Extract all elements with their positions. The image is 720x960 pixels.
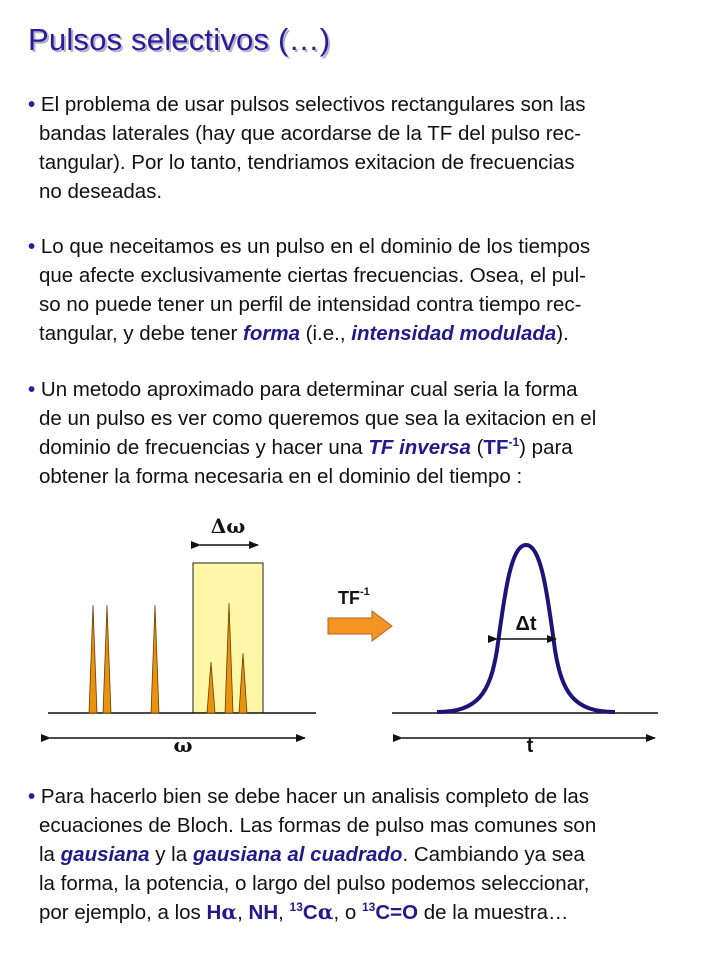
bullet-marker: • bbox=[28, 378, 36, 401]
t-label: t bbox=[526, 735, 534, 757]
bullet-text: de un pulso es ver como queremos que sea la exitacion en el bbox=[39, 407, 597, 430]
bullet-text: ) para bbox=[519, 436, 573, 459]
nucleus-13c-o: $^{13}$C=O bbox=[361, 900, 419, 924]
bullet-text: y la bbox=[149, 843, 193, 866]
frequency-peak bbox=[103, 605, 111, 713]
tf-symbol: $TF^{-1}$ bbox=[483, 435, 520, 459]
bullet-text: dominio de frecuencias y hacer una bbox=[39, 436, 369, 459]
bullet-marker: • bbox=[28, 785, 36, 808]
pulse-figure bbox=[0, 500, 720, 770]
bullet-text: Para hacerlo bien se debe hacer un analisis completo de las bbox=[40, 785, 590, 808]
emphasis-gausiana: gausiana bbox=[60, 843, 150, 866]
bullet-inverse-ft bbox=[28, 375, 708, 491]
bullet-text: ( bbox=[470, 436, 484, 459]
bullet-text: que afecte exclusivamente ciertas frecuencias. Osea, el pul- bbox=[39, 264, 586, 287]
delta-omega-label: Δω bbox=[210, 514, 246, 538]
frequency-peak bbox=[151, 605, 159, 713]
bullet-text: obtener la forma necesaria en el dominio del tiempo : bbox=[39, 465, 523, 488]
bullet-text: . Cambiando ya sea bbox=[402, 843, 585, 866]
bullet-text: bandas laterales (hay que acordarse de la TF del pulso rec- bbox=[39, 122, 582, 145]
bullet-text: de la muestra… bbox=[418, 901, 569, 924]
bullet-text: Lo que neceitamos es un pulso en el dominio de los tiempos bbox=[40, 235, 591, 258]
bullet-marker: • bbox=[28, 235, 36, 258]
bullet-text: tangular). Por lo tanto, tendriamos exitacion de frecuencias bbox=[39, 151, 575, 174]
bullet-text: no deseadas. bbox=[39, 180, 163, 203]
bullet-text: (i.e., bbox=[299, 322, 352, 345]
bullet-bloch-equations: • Para hacerlo bien se debe hacer un analisis completo de las ecuaciones de Bloch. Las formas de pulso mas comunes son la gausiana y la gausiana al cuadrado. Cambiando ya sea la forma, la potencia, o largo del pulso podemos seleccionar, por ejemplo, a los Hα, NH, $^{13}$Cα, o $^{13}$C=O de la muestra… bbox=[28, 782, 708, 927]
emphasis-gausiana-cuadrado: gausiana al cuadrado bbox=[192, 843, 403, 866]
nucleus-nh: NH bbox=[248, 901, 279, 924]
bullet-text: ). bbox=[556, 322, 569, 345]
emphasis-intensidad-modulada: intensidad modulada bbox=[351, 322, 557, 345]
bullet-text: por ejemplo, a los bbox=[39, 901, 207, 924]
bullet-text: ecuaciones de Bloch. Las formas de pulso mas comunes son bbox=[39, 814, 597, 837]
frequency-peak bbox=[89, 605, 97, 713]
delta-t-label: Δt bbox=[515, 613, 537, 635]
omega-label: ω bbox=[173, 733, 193, 757]
bullet-rectangular-pulses bbox=[28, 90, 708, 206]
bullet-text: la forma, la potencia, o largo del pulso podemos seleccionar, bbox=[39, 872, 590, 895]
bullet-text: la bbox=[39, 843, 61, 866]
bullet-shaped-pulse bbox=[28, 232, 708, 348]
page-title: Pulsos selectivos (…) bbox=[28, 22, 331, 57]
inverse-ft-label: $TF^{-1}$ bbox=[338, 586, 370, 608]
bullet-marker: • bbox=[28, 93, 36, 116]
inverse-ft-arrow bbox=[328, 611, 392, 641]
bullet-text: tangular, y debe tener bbox=[39, 322, 244, 345]
emphasis-forma: forma bbox=[243, 322, 300, 345]
bullet-text: so no puede tener un perfil de intensidad contra tiempo rec- bbox=[39, 293, 582, 316]
bullet-text: El problema de usar pulsos selectivos rectangulares son las bbox=[40, 93, 586, 116]
bullet-text: Un metodo aproximado para determinar cual seria la forma bbox=[40, 378, 578, 401]
emphasis-tf-inversa: TF inversa bbox=[368, 436, 471, 459]
nucleus-13c-alpha: $^{13}$Cα bbox=[289, 900, 334, 924]
nucleus-h-alpha: Hα bbox=[206, 900, 238, 924]
